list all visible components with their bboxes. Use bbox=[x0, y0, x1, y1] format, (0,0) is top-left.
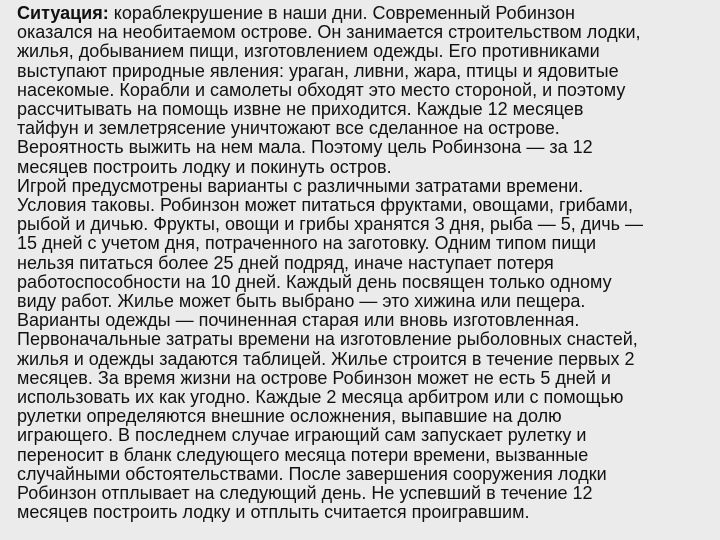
rules-line-18: месяцев построить лодку и отплыть считается проигравшим. bbox=[17, 502, 530, 523]
situation-line-1 bbox=[17, 4, 713, 23]
situation-line-7: тайфун и землетрясение уничтожают все сделанное на острове. bbox=[17, 118, 560, 139]
situation-line-6: рассчитывать на помощь извне не приходится. Каждые 12 месяцев bbox=[17, 99, 584, 120]
rules-line-7: виду работ. Жилье может быть выбрано — это хижина или пещера. bbox=[17, 291, 586, 312]
rules-line-9: Первоначальные затраты времени на изготовление рыболовных снастей, bbox=[17, 329, 638, 350]
rules-line-10: жилья и одежды задаются таблицей. Жилье строится в течение первых 2 bbox=[17, 348, 635, 369]
rules-line-12: использовать их как угодно. Каждые 2 месяца арбитром или с помощью bbox=[17, 387, 624, 408]
rules-line-11: месяцев. За время жизни на острове Робинзон может не есть 5 дней и bbox=[17, 367, 611, 388]
rules-line-14: играющего. В последнем случае играющий сам запускает рулетку и bbox=[17, 425, 587, 446]
rules-line-17: Робинзон отплывает на следующий день. Не успевший в течение 12 bbox=[17, 483, 593, 504]
rules-line-2: Условия таковы. Робинзон может питаться фруктами, овощами, грибами, bbox=[17, 195, 633, 216]
rules-line-5: нельзя питаться более 25 дней подряд, иначе наступает потеря bbox=[17, 252, 554, 273]
situation-line-3: жилья, добыванием пищи, изготовлением одежды. Его противниками bbox=[17, 41, 600, 62]
rules-line-8: Варианты одежды — починенная старая или вновь изготовленная. bbox=[17, 310, 580, 331]
rules-line-16: случайными обстоятельствами. После завершения сооружения лодки bbox=[17, 463, 607, 484]
rules-line-3: рыбой и дичью. Фрукты, овощи и грибы хранятся 3 дня, рыба — 5, дичь — bbox=[17, 214, 644, 235]
rules-line-1: Игрой предусмотрены варианты с различными затратами времени. bbox=[17, 175, 584, 196]
situation-text-1: кораблекрушение в наши дни. Современный Робинзон bbox=[108, 3, 575, 23]
rules-line-15: переносит в бланк следующего месяца потери времени, вызванные bbox=[17, 444, 589, 465]
rules-line-13: рулетки определяются внешние осложнения, выпавшие на долю bbox=[17, 406, 562, 427]
text-block bbox=[17, 4, 713, 522]
situation-line-4: выступают природные явления: ураган, ливни, жара, птицы и ядовитые bbox=[17, 60, 619, 81]
situation-line-5: насекомые. Корабли и самолеты обходят это место стороной, и поэтому bbox=[17, 79, 626, 100]
rules-line-4: 15 дней с учетом дня, потраченного на заготовку. Одним типом пищи bbox=[17, 233, 597, 254]
situation-line-8: Вероятность выжить на нем мала. Поэтому цель Робинзона — за 12 bbox=[17, 137, 593, 158]
situation-line-2: оказался на необитаемом острове. Он занимается строительством лодки, bbox=[17, 22, 641, 43]
rules-line-6: работоспособности на 10 дней. Каждый день посвящен только одному bbox=[17, 271, 612, 292]
situation-line-9: месяцев построить лодку и покинуть остров. bbox=[17, 156, 392, 177]
situation-label: Ситуация: bbox=[17, 3, 109, 23]
